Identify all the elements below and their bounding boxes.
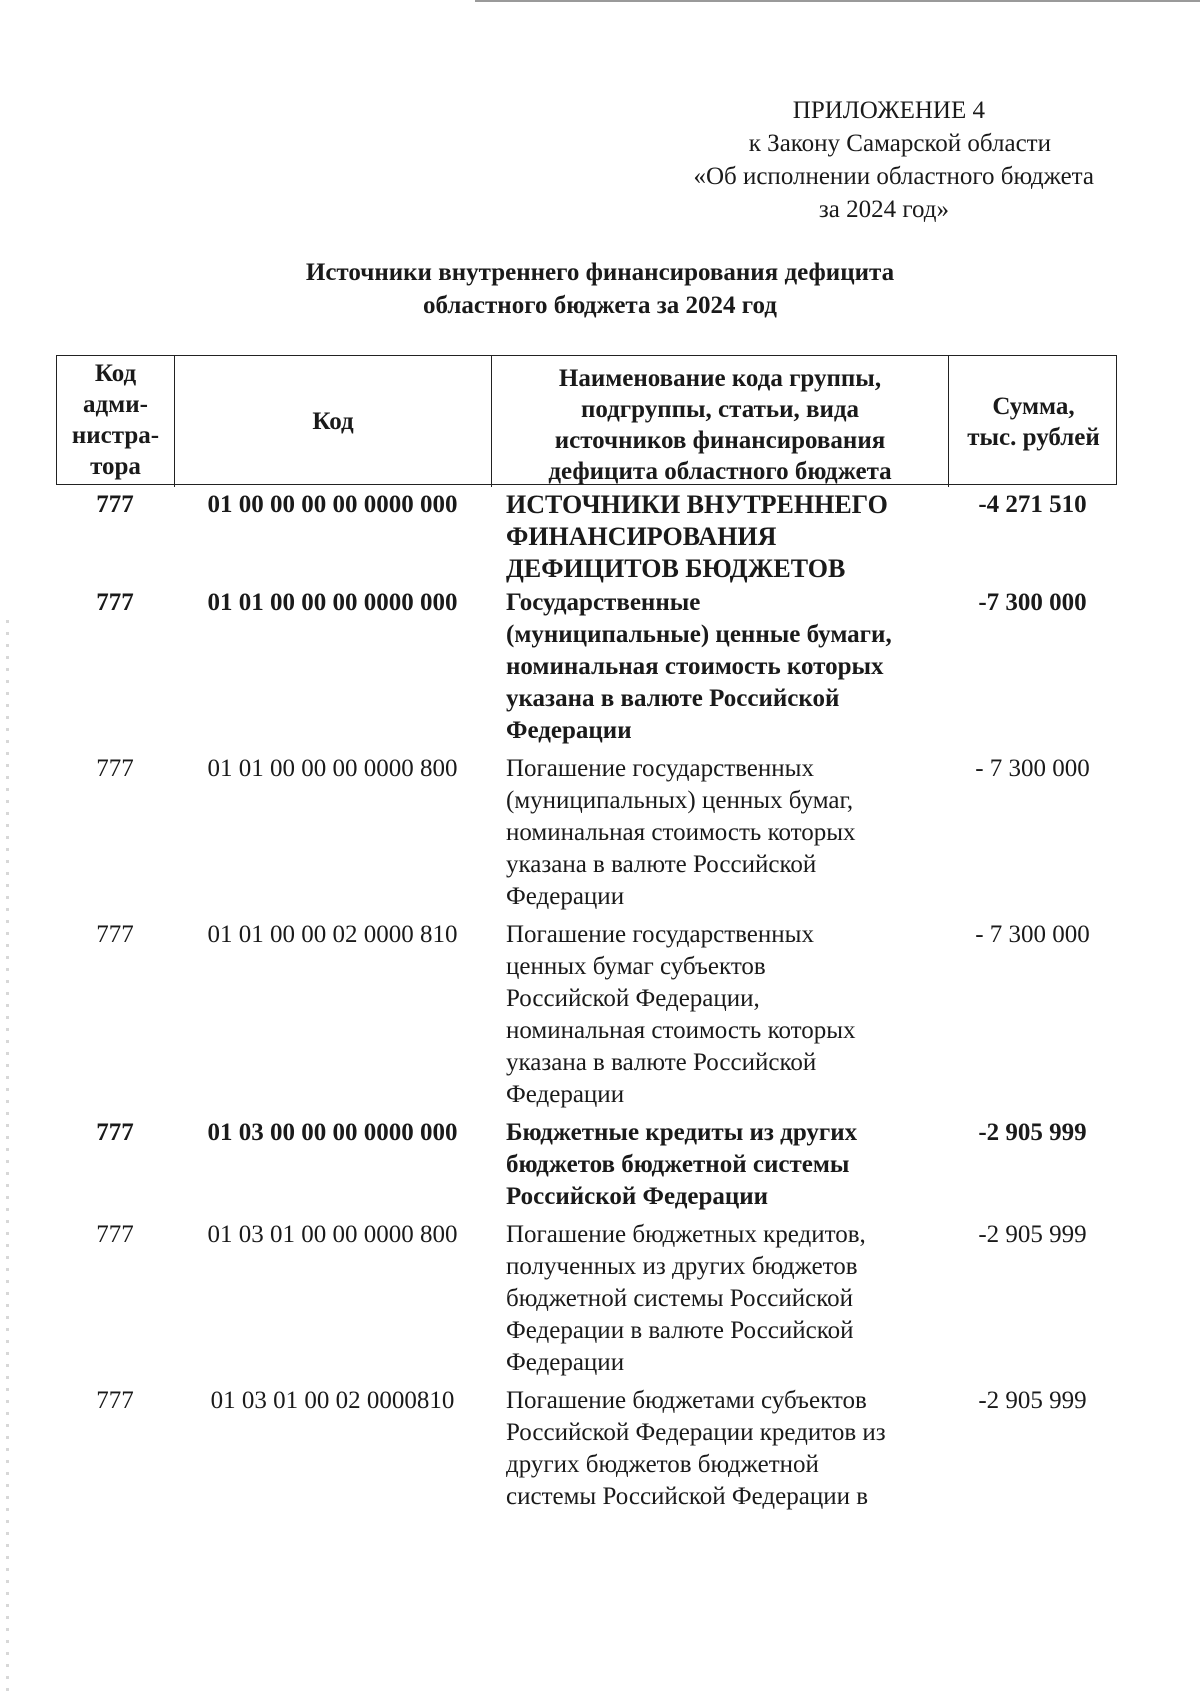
name-line: (муниципальных) ценных бумаг, (506, 787, 854, 814)
table-row (56, 1219, 1117, 1385)
header-name (492, 356, 949, 487)
code-cell: 01 01 00 00 02 0000 810 (207, 921, 458, 948)
sources-table (56, 355, 1117, 1525)
name-line: полученных из других бюджетов (506, 1253, 858, 1280)
name-line: Российской Федерации (506, 1183, 769, 1210)
name-line: номинальная стоимость которых (506, 1017, 856, 1044)
header-text: нистра- (71, 422, 160, 449)
name-line: номинальная стоимость которых (506, 653, 884, 680)
header-text: Наименование кода группы, (558, 365, 882, 392)
name-line: (муниципальные) ценные бумаги, (506, 621, 892, 648)
scan-artifact-edge (6, 620, 9, 1694)
name-line: Федерации (506, 717, 632, 744)
name-line: ИСТОЧНИКИ ВНУТРЕННЕГО (506, 490, 888, 519)
admin-code-cell: 777 (96, 921, 134, 948)
name-line: Погашение государственных (506, 921, 814, 948)
sum-cell: - 7 300 000 (975, 921, 1090, 948)
sum-cell: -2 905 999 (978, 1387, 1087, 1414)
name-line: указана в валюте Российской (506, 1049, 817, 1076)
header-text: тора (90, 453, 141, 480)
name-line: Погашение бюджетами субъектов (506, 1387, 867, 1414)
name-line: Федерации (506, 1349, 625, 1376)
code-cell: 01 03 01 00 00 0000 800 (207, 1221, 458, 1248)
name-cell (491, 753, 948, 919)
name-line: Погашение государственных (506, 755, 814, 782)
name-cell (491, 1219, 948, 1385)
sum-cell: -4 271 510 (978, 491, 1087, 518)
header-text: тыс. рублей (967, 423, 1100, 451)
scan-artifact-line (475, 0, 1200, 2)
sum-cell: -2 905 999 (978, 1119, 1087, 1146)
table-row (56, 753, 1117, 919)
name-line: Федерации в валюте Российской (506, 1317, 854, 1344)
header-text: Сумма, (992, 392, 1075, 420)
code-cell: 01 01 00 00 00 0000 000 (207, 589, 458, 616)
table-row (56, 587, 1117, 753)
name-line: бюджетной системы Российской (506, 1285, 853, 1312)
name-line: Федерации (506, 1081, 625, 1108)
name-line: ДЕФИЦИТОВ БЮДЖЕТОВ (506, 554, 846, 583)
table-row (56, 919, 1117, 1117)
sum-cell: -2 905 999 (978, 1221, 1087, 1248)
header-admin-code (57, 356, 175, 487)
appendix-header (574, 94, 1094, 226)
admin-code-cell: 777 (96, 589, 134, 616)
header-sum (949, 356, 1118, 487)
name-cell (491, 1117, 948, 1219)
admin-code-cell: 777 (96, 491, 134, 518)
title-line: областного бюджета за 2024 год (423, 292, 777, 319)
header-text: Код (312, 408, 354, 435)
name-cell (491, 489, 948, 587)
name-line: Российской Федерации кредитов из (506, 1419, 886, 1446)
sum-cell: -7 300 000 (978, 589, 1087, 616)
code-cell: 01 01 00 00 00 0000 800 (207, 755, 458, 782)
admin-code-cell: 777 (96, 755, 134, 782)
name-line: бюджетов бюджетной системы (506, 1151, 850, 1178)
header-text: дефицита областного бюджета (548, 458, 892, 485)
name-line: других бюджетов бюджетной (506, 1451, 819, 1478)
appendix-line: «Об исполнении областного бюджета (693, 163, 1094, 190)
name-line: Федерации (506, 883, 625, 910)
appendix-line: ПРИЛОЖЕНИЕ 4 (792, 97, 985, 124)
header-code (175, 356, 492, 487)
name-line: указана в валюте Российской (506, 851, 817, 878)
header-text: подгруппы, статьи, вида (580, 396, 860, 423)
admin-code-cell: 777 (96, 1221, 134, 1248)
header-text: адми- (83, 391, 148, 418)
name-line: системы Российской Федерации в (506, 1483, 869, 1510)
name-line: ценных бумаг субъектов (506, 953, 766, 980)
name-line: номинальная стоимость которых (506, 819, 856, 846)
admin-code-cell: 777 (96, 1387, 134, 1414)
title-line: Источники внутреннего финансирования дефицита (305, 259, 895, 286)
name-cell (491, 1385, 948, 1525)
name-line: Погашение бюджетных кредитов, (506, 1221, 866, 1248)
code-cell: 01 03 00 00 00 0000 000 (207, 1119, 458, 1146)
header-text: источников финансирования (554, 427, 886, 454)
name-line: Российской Федерации, (506, 985, 760, 1012)
name-line: Государственные (506, 589, 701, 616)
code-cell: 01 00 00 00 00 0000 000 (207, 491, 458, 518)
header-text: Код (94, 360, 137, 387)
table-row (56, 489, 1117, 587)
code-cell: 01 03 01 00 02 0000810 (210, 1387, 455, 1414)
name-line: ФИНАНСИРОВАНИЯ (506, 522, 777, 551)
table-body (56, 489, 1117, 1525)
name-line: указана в валюте Российской (506, 685, 840, 712)
table-header (56, 355, 1117, 485)
appendix-line: к Закону Самарской области (748, 130, 1051, 157)
admin-code-cell: 777 (96, 1119, 134, 1146)
sum-cell: - 7 300 000 (975, 755, 1090, 782)
appendix-line: за 2024 год» (818, 196, 949, 223)
table-row (56, 1117, 1117, 1219)
name-cell (491, 587, 948, 753)
table-row (56, 1385, 1117, 1525)
name-cell (491, 919, 948, 1117)
name-line: Бюджетные кредиты из других (506, 1119, 858, 1146)
document-title (180, 256, 1020, 322)
